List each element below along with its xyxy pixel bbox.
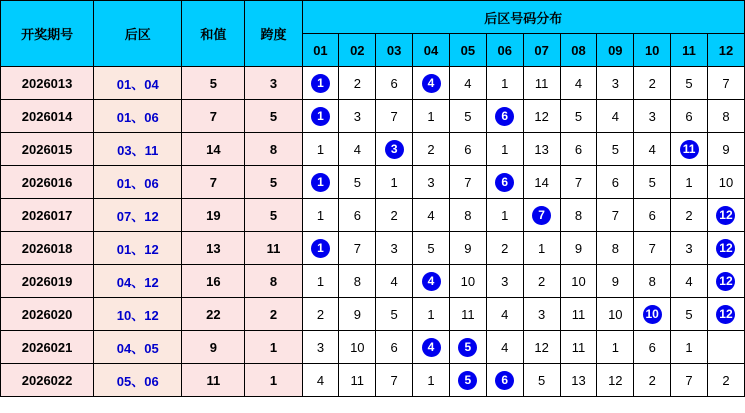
cell-number-miss: 4 [486,331,523,364]
cell-number-miss: 1 [376,166,413,199]
cell-number-miss: 9 [560,232,597,265]
highlight-ball: 12 [716,206,735,225]
cell-number-miss: 2 [634,364,671,397]
highlight-ball: 12 [716,272,735,291]
cell-number-miss: 8 [597,232,634,265]
table-row [1,232,745,265]
cell-number-hit [707,298,744,331]
cell-number-miss: 7 [376,364,413,397]
cell-number-miss: 2 [486,232,523,265]
highlight-ball: 11 [680,140,699,159]
cell-hezhi: 13 [182,232,245,265]
cell-number-miss: 5 [376,298,413,331]
cell-number-hit [376,133,413,166]
cell-period: 2026022 [1,364,94,397]
cell-number-hit [302,232,339,265]
cell-number-miss: 6 [634,331,671,364]
cell-number-miss: 12 [597,364,634,397]
cell-number-hit [413,265,450,298]
highlight-ball: 3 [385,140,404,159]
cell-number-miss: 4 [597,100,634,133]
cell-number-miss: 1 [486,67,523,100]
cell-number-miss: 7 [707,67,744,100]
cell-number-miss: 1 [486,133,523,166]
cell-number-miss: 6 [634,199,671,232]
cell-number-miss: 7 [449,166,486,199]
highlight-ball: 6 [495,371,514,390]
cell-number-miss: 11 [339,364,376,397]
table-header [1,1,745,67]
cell-number-hit [634,298,671,331]
table-row [1,199,745,232]
cell-number-miss: 11 [449,298,486,331]
cell-number-hit [707,199,744,232]
cell-number-miss: 10 [597,298,634,331]
cell-hezhi: 14 [182,133,245,166]
table-row [1,265,745,298]
header-number-12: 12 [707,34,744,67]
cell-period: 2026017 [1,199,94,232]
cell-hezhi: 7 [182,166,245,199]
header-kuadu: 跨度 [245,1,302,67]
cell-number-miss: 9 [597,265,634,298]
header-hezhi: 和值 [182,1,245,67]
cell-number-miss: 1 [413,298,450,331]
cell-number-miss: 12 [523,100,560,133]
cell-number-hit [302,100,339,133]
header-row-top [1,1,745,34]
cell-houqu: 01、06 [94,166,182,199]
highlight-ball: 5 [458,338,477,357]
cell-number-miss: 1 [597,331,634,364]
highlight-ball: 4 [422,338,441,357]
cell-number-miss: 4 [486,298,523,331]
header-distribution: 后区号码分布 [302,1,744,34]
table-row [1,166,745,199]
cell-number-miss: 8 [707,100,744,133]
highlight-ball: 4 [422,74,441,93]
cell-period: 2026015 [1,133,94,166]
cell-number-miss: 8 [560,199,597,232]
cell-number-miss: 3 [597,67,634,100]
cell-period: 2026016 [1,166,94,199]
cell-hezhi: 11 [182,364,245,397]
cell-number-miss: 4 [634,133,671,166]
header-number-09: 09 [597,34,634,67]
cell-houqu: 01、12 [94,232,182,265]
cell-number-hit [486,166,523,199]
cell-number-miss: 1 [671,166,708,199]
cell-number-miss: 4 [339,133,376,166]
highlight-ball: 6 [495,107,514,126]
cell-number-miss: 8 [634,265,671,298]
cell-houqu: 03、11 [94,133,182,166]
cell-number-miss: 6 [339,199,376,232]
table-row [1,100,745,133]
cell-number-miss: 4 [413,199,450,232]
cell-number-miss: 4 [302,364,339,397]
cell-number-miss: 6 [376,67,413,100]
cell-houqu: 04、12 [94,265,182,298]
cell-number-hit [523,199,560,232]
cell-number-miss: 13 [560,364,597,397]
cell-number-miss: 4 [671,265,708,298]
cell-number-miss: 1 [523,232,560,265]
cell-number-miss: 4 [560,67,597,100]
cell-number-miss: 7 [671,364,708,397]
cell-number-miss: 3 [339,100,376,133]
header-number-11: 11 [671,34,708,67]
cell-kuadu: 5 [245,166,302,199]
cell-number-miss: 1 [302,133,339,166]
cell-number-miss: 1 [486,199,523,232]
cell-number-miss: 5 [671,67,708,100]
cell-number-miss: 2 [339,67,376,100]
cell-number-hit [413,67,450,100]
cell-period: 2026019 [1,265,94,298]
cell-number-miss: 8 [339,265,376,298]
header-number-08: 08 [560,34,597,67]
cell-number-hit [302,67,339,100]
cell-houqu: 04、05 [94,331,182,364]
cell-number-hit [449,364,486,397]
highlight-ball: 12 [716,305,735,324]
highlight-ball: 7 [532,206,551,225]
cell-kuadu: 5 [245,100,302,133]
cell-number-miss: 9 [339,298,376,331]
cell-period: 2026013 [1,67,94,100]
cell-hezhi: 7 [182,100,245,133]
header-number-03: 03 [376,34,413,67]
cell-number-hit [449,331,486,364]
cell-number-miss: 7 [376,100,413,133]
cell-number-miss: 7 [634,232,671,265]
cell-number-miss: 11 [560,298,597,331]
cell-number-miss: 12 [523,331,560,364]
cell-houqu: 07、12 [94,199,182,232]
cell-hezhi: 9 [182,331,245,364]
highlight-ball: 5 [458,371,477,390]
cell-number-miss: 13 [523,133,560,166]
cell-kuadu: 1 [245,364,302,397]
cell-number-miss: 2 [302,298,339,331]
cell-number-miss: 7 [339,232,376,265]
cell-hezhi: 5 [182,67,245,100]
cell-number-miss: 1 [413,100,450,133]
cell-number-miss: 5 [339,166,376,199]
cell-number-miss: 2 [671,199,708,232]
cell-number-miss: 3 [376,232,413,265]
cell-number-miss: 1 [413,364,450,397]
highlight-ball: 6 [495,173,514,192]
cell-number-miss: 7 [560,166,597,199]
cell-number-miss: 2 [707,364,744,397]
cell-kuadu: 2 [245,298,302,331]
cell-number-hit [413,331,450,364]
cell-number-miss: 5 [560,100,597,133]
cell-number-miss: 4 [449,67,486,100]
highlight-ball: 1 [311,173,330,192]
header-number-06: 06 [486,34,523,67]
cell-hezhi: 19 [182,199,245,232]
table-row [1,364,745,397]
header-number-04: 04 [413,34,450,67]
header-number-02: 02 [339,34,376,67]
cell-number-hit [486,364,523,397]
cell-number-miss: 2 [634,67,671,100]
cell-number-miss: 6 [449,133,486,166]
cell-number-miss: 14 [523,166,560,199]
cell-kuadu: 8 [245,265,302,298]
cell-kuadu: 11 [245,232,302,265]
header-number-01: 01 [302,34,339,67]
cell-number-miss: 11 [560,331,597,364]
cell-period: 2026014 [1,100,94,133]
cell-number-miss: 10 [707,166,744,199]
cell-number-hit [707,265,744,298]
cell-number-miss: 5 [413,232,450,265]
cell-number-miss: 3 [486,265,523,298]
cell-number-miss: 3 [671,232,708,265]
header-number-10: 10 [634,34,671,67]
cell-hezhi: 16 [182,265,245,298]
cell-number-miss: 5 [671,298,708,331]
cell-number-miss: 2 [413,133,450,166]
cell-houqu: 01、04 [94,67,182,100]
cell-number-miss: 5 [634,166,671,199]
table-row [1,133,745,166]
table-row [1,331,745,364]
cell-period: 2026018 [1,232,94,265]
cell-number-miss: 9 [707,133,744,166]
cell-number-miss: 7 [597,199,634,232]
cell-number-miss: 3 [523,298,560,331]
cell-number-miss: 2 [376,199,413,232]
cell-number-hit [671,133,708,166]
cell-number-miss: 6 [671,100,708,133]
cell-number-miss [707,331,744,364]
highlight-ball: 1 [311,239,330,258]
cell-number-miss: 3 [413,166,450,199]
cell-number-miss: 5 [597,133,634,166]
cell-number-miss: 10 [339,331,376,364]
cell-houqu: 10、12 [94,298,182,331]
cell-kuadu: 3 [245,67,302,100]
cell-number-hit [302,166,339,199]
cell-kuadu: 5 [245,199,302,232]
cell-kuadu: 8 [245,133,302,166]
header-number-07: 07 [523,34,560,67]
header-houqu: 后区 [94,1,182,67]
cell-number-hit [486,100,523,133]
cell-number-miss: 9 [449,232,486,265]
cell-houqu: 01、06 [94,100,182,133]
table-body [1,67,745,397]
cell-number-miss: 8 [449,199,486,232]
cell-number-miss: 1 [302,199,339,232]
cell-number-miss: 6 [560,133,597,166]
cell-number-miss: 3 [302,331,339,364]
cell-period: 2026020 [1,298,94,331]
cell-number-miss: 10 [449,265,486,298]
highlight-ball: 1 [311,107,330,126]
cell-hezhi: 22 [182,298,245,331]
cell-number-miss: 1 [671,331,708,364]
cell-number-miss: 5 [523,364,560,397]
cell-number-miss: 5 [449,100,486,133]
cell-number-hit [707,232,744,265]
highlight-ball: 10 [643,305,662,324]
highlight-ball: 4 [422,272,441,291]
cell-number-miss: 3 [634,100,671,133]
table-row [1,67,745,100]
highlight-ball: 1 [311,74,330,93]
cell-number-miss: 1 [302,265,339,298]
highlight-ball: 12 [716,239,735,258]
cell-number-miss: 11 [523,67,560,100]
header-number-05: 05 [449,34,486,67]
cell-kuadu: 1 [245,331,302,364]
cell-number-miss: 2 [523,265,560,298]
cell-period: 2026021 [1,331,94,364]
cell-number-miss: 6 [597,166,634,199]
cell-number-miss: 6 [376,331,413,364]
cell-number-miss: 10 [560,265,597,298]
header-period: 开奖期号 [1,1,94,67]
table-row [1,298,745,331]
cell-number-miss: 4 [376,265,413,298]
cell-houqu: 05、06 [94,364,182,397]
